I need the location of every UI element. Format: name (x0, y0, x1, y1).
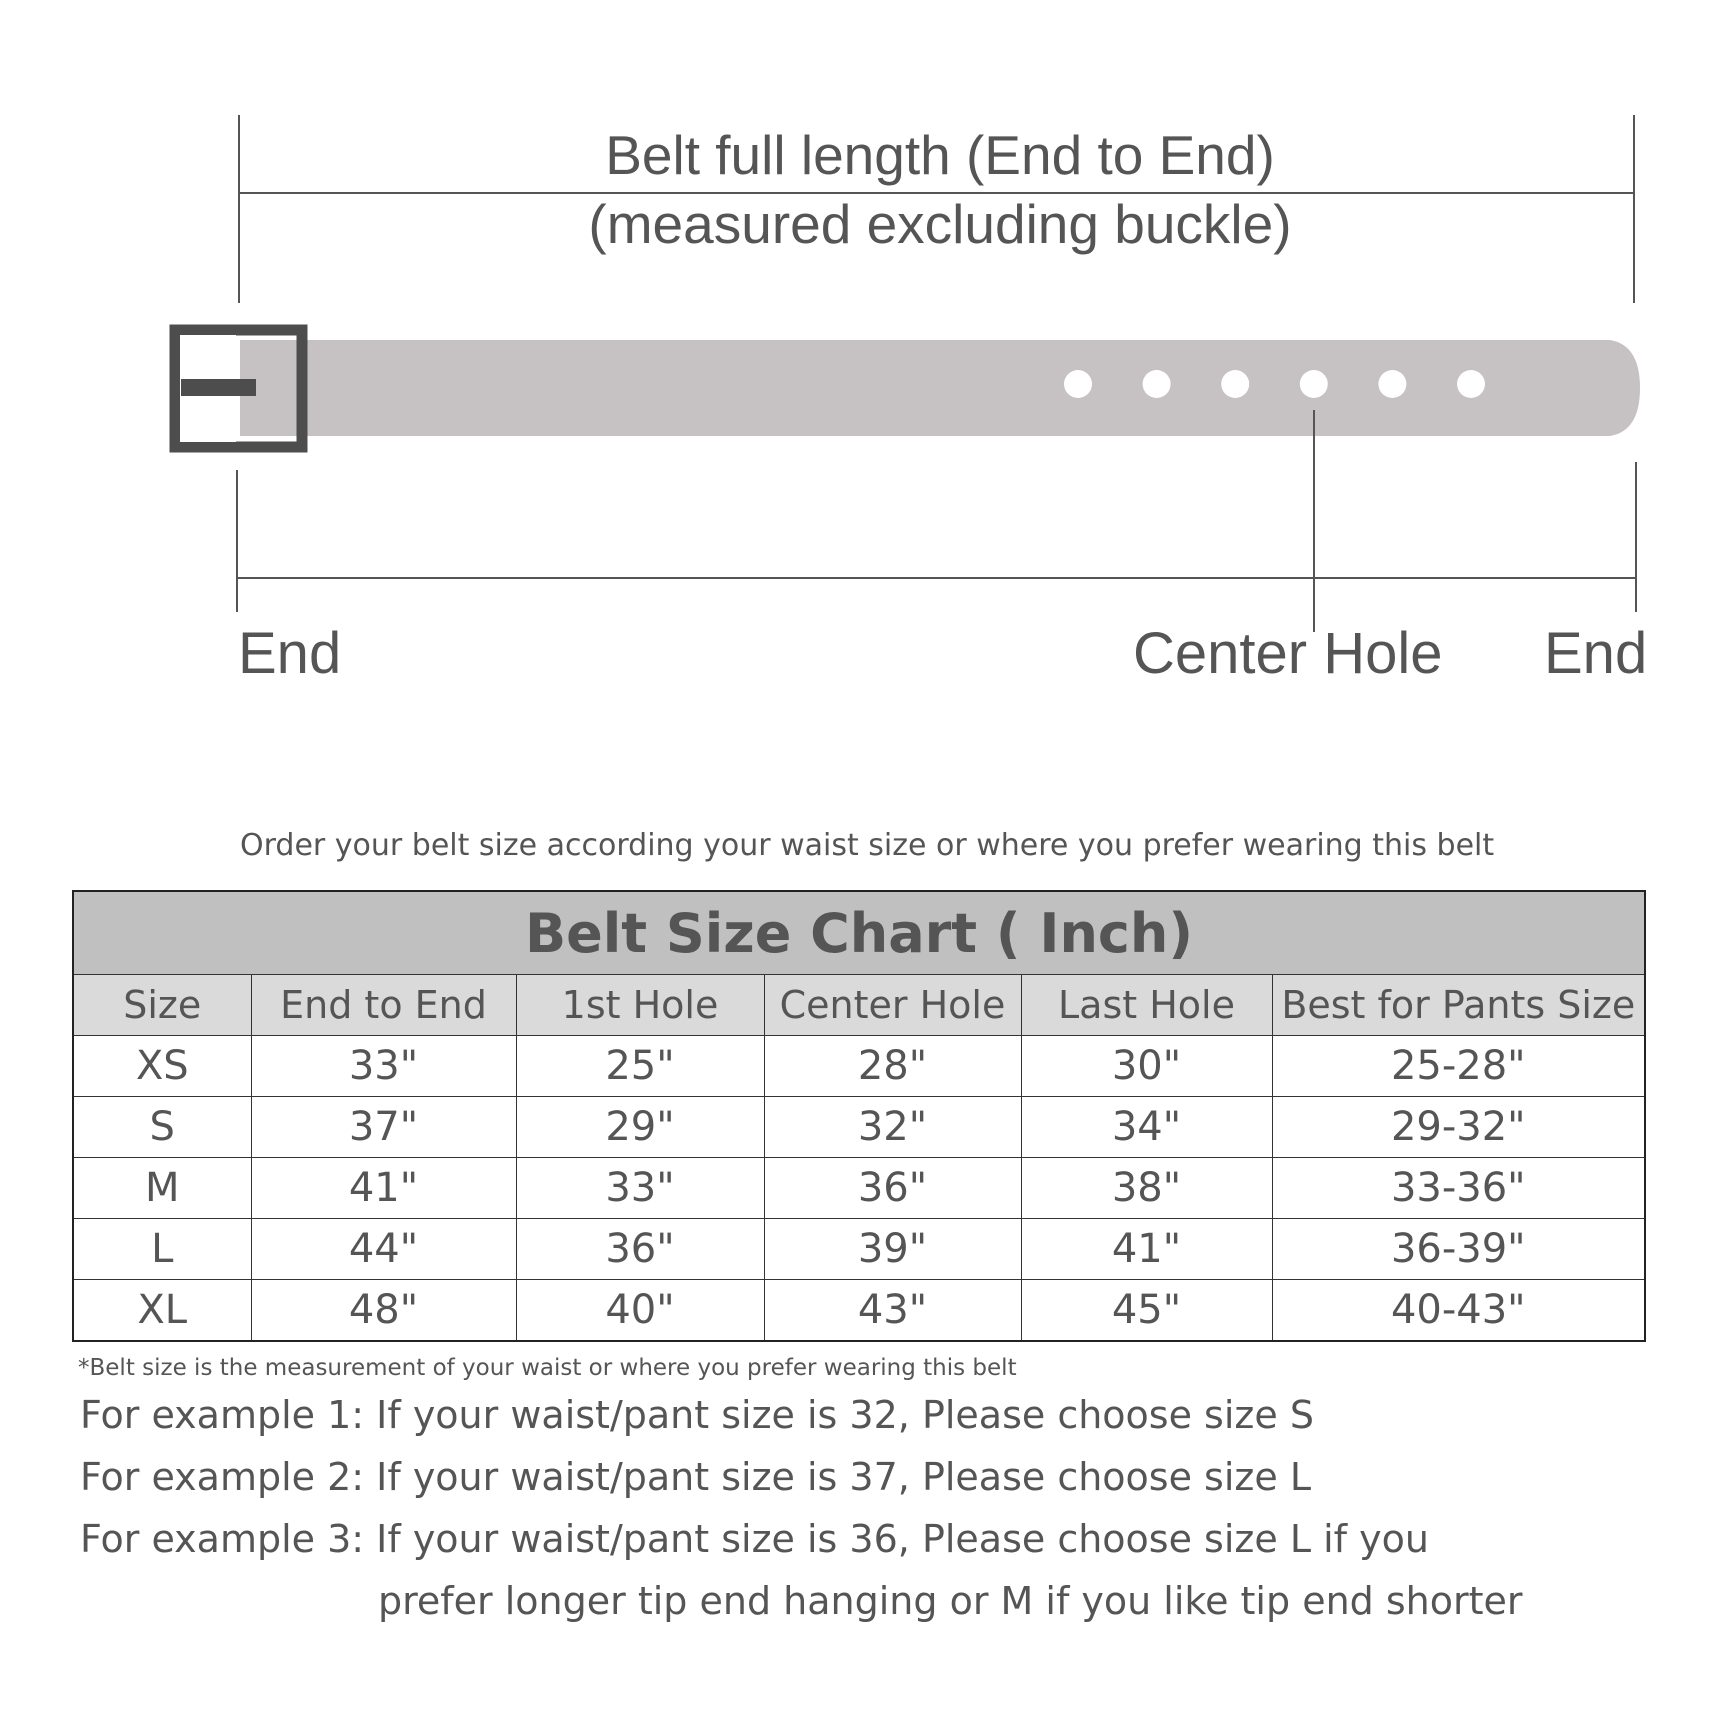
header-center-hole: Center Hole (764, 975, 1021, 1036)
cell-pants-size: 29-32" (1272, 1097, 1645, 1158)
cell-center-hole: 39" (764, 1219, 1021, 1280)
table-row-m (73, 1158, 1645, 1219)
cell-end-to-end: 41" (251, 1158, 516, 1219)
excluding-buckle-subtitle: (measured excluding buckle) (588, 193, 1292, 255)
cell-pants-size: 36-39" (1272, 1219, 1645, 1280)
belt-size-table (72, 890, 1646, 1342)
table-row-l (73, 1219, 1645, 1280)
table-title: Belt Size Chart ( Inch) (73, 891, 1645, 975)
belt-hole-4 (1300, 370, 1328, 398)
header-first-hole: 1st Hole (516, 975, 764, 1036)
cell-center-hole: 36" (764, 1158, 1021, 1219)
cell-size: XS (73, 1036, 251, 1097)
center-hole-label: Center Hole (1133, 621, 1443, 686)
example-3: For example 3: If your waist/pant size is 36, Please choose size L if you (80, 1517, 1429, 1561)
cell-end-to-end: 33" (251, 1036, 516, 1097)
cell-end-to-end: 37" (251, 1097, 516, 1158)
header-last-hole: Last Hole (1021, 975, 1272, 1036)
order-note: Order your belt size according your waist size or where you prefer wearing this belt (240, 828, 1495, 863)
cell-size: XL (73, 1280, 251, 1342)
belt-hole-5 (1378, 370, 1406, 398)
example-1: For example 1: If your waist/pant size is 32, Please choose size S (80, 1393, 1314, 1437)
cell-size: L (73, 1219, 251, 1280)
table-row-xl (73, 1280, 1645, 1342)
cell-last-hole: 38" (1021, 1158, 1272, 1219)
header-end-to-end: End to End (251, 975, 516, 1036)
belt-hole-2 (1143, 370, 1171, 398)
table-header-row (73, 975, 1645, 1036)
end-left-label: End (238, 621, 342, 686)
cell-size: S (73, 1097, 251, 1158)
cell-last-hole: 41" (1021, 1219, 1272, 1280)
cell-center-hole: 28" (764, 1036, 1021, 1097)
cell-end-to-end: 44" (251, 1219, 516, 1280)
cell-last-hole: 34" (1021, 1097, 1272, 1158)
footnote: *Belt size is the measurement of your waist or where you prefer wearing this belt (78, 1355, 1017, 1381)
cell-first-hole: 40" (516, 1280, 764, 1342)
table-row-s (73, 1097, 1645, 1158)
belt-hole-3 (1221, 370, 1249, 398)
cell-first-hole: 33" (516, 1158, 764, 1219)
cell-pants-size: 25-28" (1272, 1036, 1645, 1097)
cell-last-hole: 45" (1021, 1280, 1272, 1342)
belt-strap (240, 340, 1640, 436)
cell-last-hole: 30" (1021, 1036, 1272, 1097)
cell-center-hole: 32" (764, 1097, 1021, 1158)
table-row-xs (73, 1036, 1645, 1097)
cell-size: M (73, 1158, 251, 1219)
cell-first-hole: 29" (516, 1097, 764, 1158)
header-size: Size (73, 975, 251, 1036)
header-pants-size: Best for Pants Size (1272, 975, 1645, 1036)
cell-pants-size: 40-43" (1272, 1280, 1645, 1342)
example-2: For example 2: If your waist/pant size is 37, Please choose size L (80, 1455, 1311, 1499)
belt-hole-6 (1457, 370, 1485, 398)
cell-first-hole: 25" (516, 1036, 764, 1097)
buckle-prong (181, 379, 256, 396)
belt-hole-1 (1064, 370, 1092, 398)
cell-first-hole: 36" (516, 1219, 764, 1280)
cell-center-hole: 43" (764, 1280, 1021, 1342)
full-length-title: Belt full length (End to End) (605, 124, 1275, 186)
end-right-label: End (1544, 621, 1648, 686)
cell-pants-size: 33-36" (1272, 1158, 1645, 1219)
example-3-continued: prefer longer tip end hanging or M if you like tip end shorter (378, 1579, 1523, 1623)
belt-diagram (0, 0, 1722, 760)
cell-end-to-end: 48" (251, 1280, 516, 1342)
